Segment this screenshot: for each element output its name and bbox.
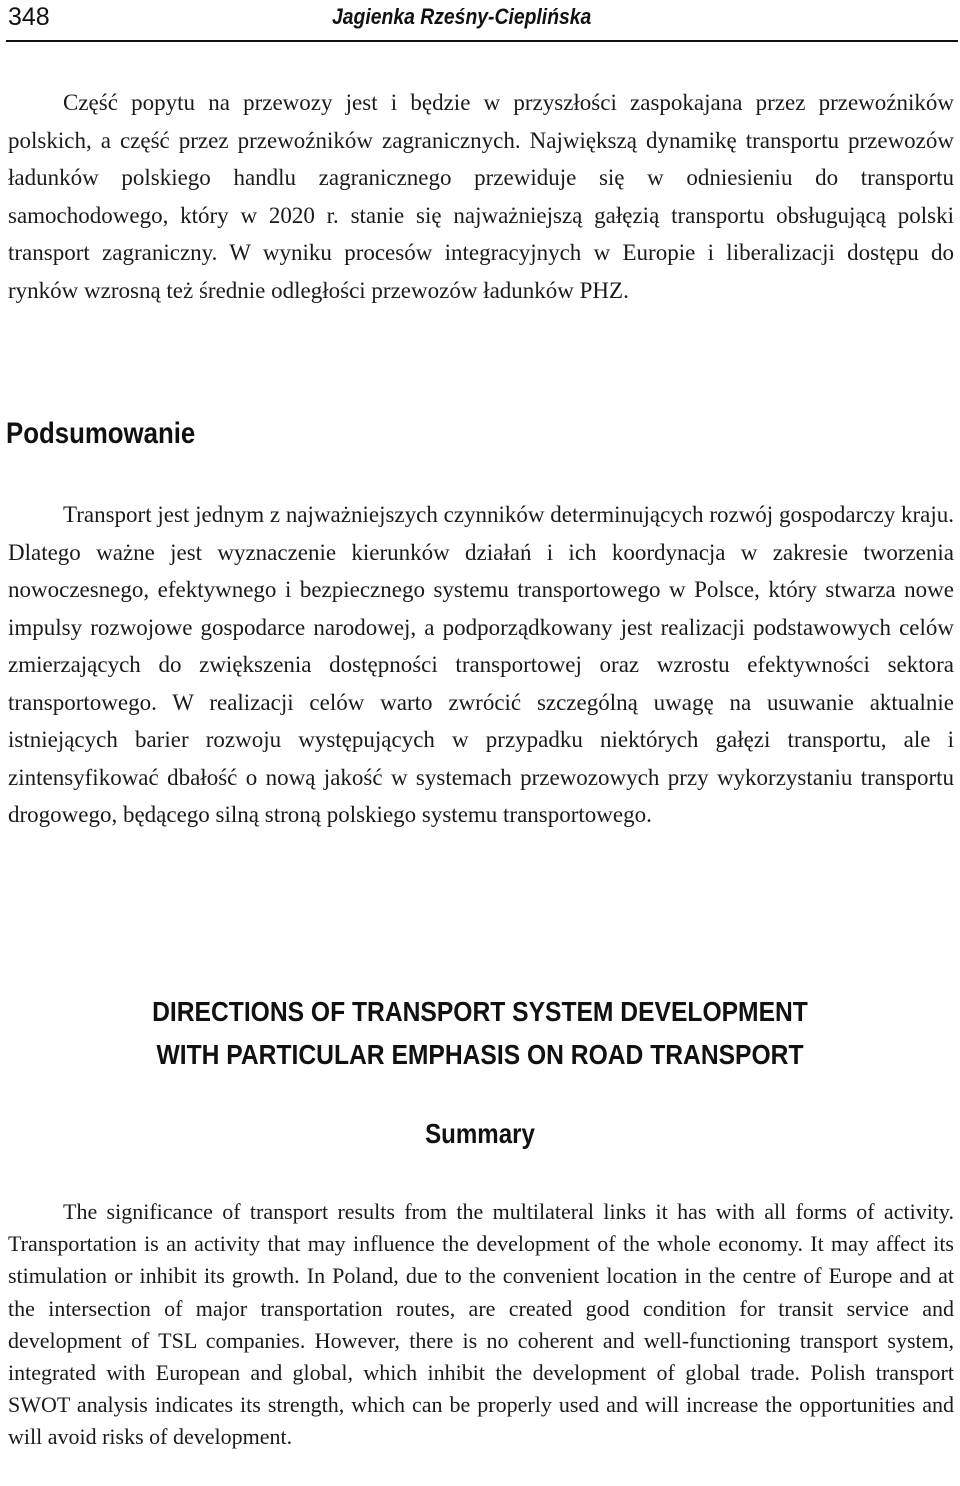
page-number: 348	[8, 3, 50, 31]
section-heading-podsumowanie: Podsumowanie	[6, 417, 196, 450]
body-paragraph-1: Część popytu na przewozy jest i będzie w przyszłości zaspokajana przez przewoźników polskich, a część przez przewoźników zagranicznych. Największą dynamikę transportu przewozów ładunków polskiego handlu zagranicznego przewiduje się w odniesieniu do transportu samochodowego, który w 2020 r. stanie się najważniejszą gałęzią transportu obsługującą polski transport zagraniczny. W wyniku procesów integracyjnych w Europie i liberalizacji dostępu do rynków wzrosną też średnie odległości przewozów ładunków PHZ.	[8, 90, 954, 303]
running-header	[6, 0, 958, 42]
body-paragraph-2: Transport jest jednym z najważniejszych czynników determinujących rozwój gospodarczy kraju. Dlatego ważne jest wyznaczenie kierunków działań i ich koordynacja w zakresie tworzenia nowoczesnego, efektywnego i bezpiecznego systemu transportowego w Polsce, który stwarza nowe impulsy rozwojowe gospodarce narodowej, a podporządkowany jest realizacji podstawowych celów zmierzających do zwiększenia dostępności transportowej oraz wzrostu efektywności sektora transportowego. W realizacji celów warto zwrócić szczególną uwagę na usuwanie aktualnie istniejących barier rozwoju występujących w przypadku niektórych gałęzi transportu, ale i zintensyfikować dbałość o nową jakość w systemach przewozowych przy wykorzystaniu transportu drogowego, będącego silną stroną polskiego systemu transportowego.	[8, 502, 954, 827]
english-title-line-1: DIRECTIONS OF TRANSPORT SYSTEM DEVELOPMENT	[152, 996, 808, 1027]
english-title	[0, 990, 960, 1076]
english-title-line-2: WITH PARTICULAR EMPHASIS ON ROAD TRANSPORT	[156, 1039, 804, 1070]
summary-paragraph: The significance of transport results from the multilateral links it has with all forms of activity. Transportation is an activity that may influence the development of the whole economy. It may affect its stimulation or inhibit its growth. In Poland, due to the convenient location in the centre of Europe and at the intersection of major transportation routes, are created good condition for transit service and development of TSL companies. However, there is no coherent and well-functioning transport system, integrated with European and global, which inhibit the development of global trade. Polish transport SWOT analysis indicates its strength, which can be properly used and will increase the opportunities and will avoid risks of development.	[8, 1199, 954, 1450]
running-header-author: Jagienka Rześny-Cieplińska	[332, 4, 592, 29]
summary-heading: Summary	[425, 1118, 535, 1149]
